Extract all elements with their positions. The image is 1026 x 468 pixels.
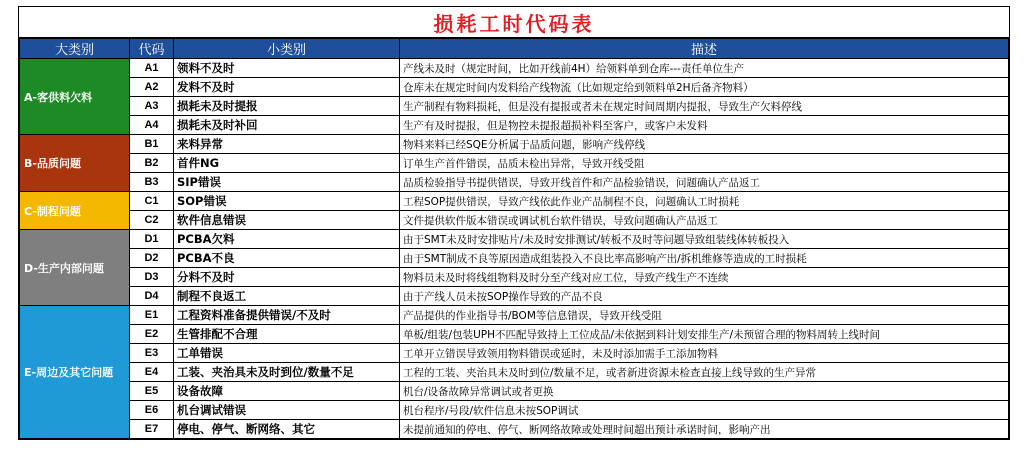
subcategory-cell: 工装、夹治具未及时到位/数量不足 <box>174 363 400 382</box>
category-cell: D-生产内部问题 <box>20 230 130 306</box>
description-cell: 由于产线人员未按SOP操作导致的产品不良 <box>400 287 1009 306</box>
code-cell: E1 <box>130 306 174 325</box>
code-cell: C2 <box>130 211 174 230</box>
header-code: 代码 <box>130 39 174 59</box>
description-cell: 品质检验指导书提供错误，导致开线首件和产品检验错误，问题确认产品返工 <box>400 173 1009 192</box>
code-cell: A2 <box>130 78 174 97</box>
description-cell: 文件提供软件版本错误或调试机台软件错误，导致问题确认产品返工 <box>400 211 1009 230</box>
subcategory-cell: 制程不良返工 <box>174 287 400 306</box>
description-cell: 物料员未及时将线组物料及时分至产线对应工位，导致产线生产不连续 <box>400 268 1009 287</box>
code-cell: B1 <box>130 135 174 154</box>
description-cell: 订单生产首件错误，品质未检出异常，导致开线受阻 <box>400 154 1009 173</box>
table-row <box>20 97 1009 116</box>
table-body <box>20 59 1009 439</box>
subcategory-cell: 软件信息错误 <box>174 211 400 230</box>
description-cell: 产品提供的作业指导书/BOM等信息错误，导致开线受阻 <box>400 306 1009 325</box>
header-row <box>20 39 1009 59</box>
subcategory-cell: SIP错误 <box>174 173 400 192</box>
loss-code-sheet <box>18 6 1010 440</box>
code-cell: E6 <box>130 401 174 420</box>
header-subcategory: 小类别 <box>174 39 400 59</box>
description-cell: 生产有及时提报，但是物控未提报超损补料至客户，或客户未发料 <box>400 116 1009 135</box>
table-row <box>20 382 1009 401</box>
code-cell: E4 <box>130 363 174 382</box>
table-row <box>20 420 1009 439</box>
category-cell: C-制程问题 <box>20 192 130 230</box>
subcategory-cell: 损耗未及时补回 <box>174 116 400 135</box>
subcategory-cell: 领料不及时 <box>174 59 400 78</box>
code-cell: E3 <box>130 344 174 363</box>
category-cell: A-客供料欠料 <box>20 59 130 135</box>
subcategory-cell: PCBA欠料 <box>174 230 400 249</box>
description-cell: 工程的工装、夹治具未及时到位/数量不足，或者新进资源未检查直接上线导致的生产异常 <box>400 363 1009 382</box>
code-cell: D1 <box>130 230 174 249</box>
code-cell: E5 <box>130 382 174 401</box>
code-cell: D2 <box>130 249 174 268</box>
description-cell: 仓库未在规定时间内发料给产线物流（比如规定给到领料单2H后备齐物料） <box>400 78 1009 97</box>
table-row <box>20 363 1009 382</box>
description-cell: 由于SMT未及时安排贴片/未及时安排测试/转板不及时等问题导致组装线体转板投入 <box>400 230 1009 249</box>
code-cell: B3 <box>130 173 174 192</box>
title-row <box>19 7 1009 38</box>
description-cell: 物料来料已经SQE分析属于品质问题，影响产线停线 <box>400 135 1009 154</box>
code-table <box>19 38 1009 439</box>
code-cell: E7 <box>130 420 174 439</box>
code-cell: A4 <box>130 116 174 135</box>
description-cell: 单板/组装/包装UPH不匹配导致持上工位成品/未依据到料计划安排生产/未预留合理的物料周转上线时间 <box>400 325 1009 344</box>
table-row <box>20 135 1009 154</box>
category-cell: E-周边及其它问题 <box>20 306 130 439</box>
table-row <box>20 325 1009 344</box>
table-row <box>20 230 1009 249</box>
code-cell: D3 <box>130 268 174 287</box>
table-row <box>20 192 1009 211</box>
description-cell: 机台程序/号段/软件信息未按SOP调试 <box>400 401 1009 420</box>
code-cell: B2 <box>130 154 174 173</box>
table-row <box>20 287 1009 306</box>
subcategory-cell: 损耗未及时提报 <box>174 97 400 116</box>
table-row <box>20 173 1009 192</box>
subcategory-cell: PCBA不良 <box>174 249 400 268</box>
subcategory-cell: 发料不及时 <box>174 78 400 97</box>
description-cell: 机台/设备故障异常调试或者更换 <box>400 382 1009 401</box>
subcategory-cell: 设备故障 <box>174 382 400 401</box>
table-row <box>20 211 1009 230</box>
subcategory-cell: 分料不及时 <box>174 268 400 287</box>
description-cell: 生产制程有物料损耗，但是没有提报或者未在规定时间周期内提报，导致生产欠料停线 <box>400 97 1009 116</box>
category-cell: B-品质问题 <box>20 135 130 192</box>
table-row <box>20 116 1009 135</box>
table-row <box>20 78 1009 97</box>
sheet-title: 损耗工时代码表 <box>433 11 595 36</box>
description-cell: 工程SOP提供错误，导致产线依此作业产品制程不良，问题确认工时损耗 <box>400 192 1009 211</box>
code-cell: A1 <box>130 59 174 78</box>
table-row <box>20 344 1009 363</box>
subcategory-cell: 机台调试错误 <box>174 401 400 420</box>
table-row <box>20 306 1009 325</box>
description-cell: 未提前通知的停电、停气、断网络故障或处理时间超出预计承诺时间，影响产出 <box>400 420 1009 439</box>
table-row <box>20 401 1009 420</box>
code-cell: D4 <box>130 287 174 306</box>
description-cell: 产线未及时（规定时间，比如开线前4H）给领料单到仓库---责任单位生产 <box>400 59 1009 78</box>
table-row <box>20 154 1009 173</box>
code-cell: C1 <box>130 192 174 211</box>
subcategory-cell: 生管排配不合理 <box>174 325 400 344</box>
code-cell: A3 <box>130 97 174 116</box>
subcategory-cell: 工单错误 <box>174 344 400 363</box>
subcategory-cell: 停电、停气、断网络、其它 <box>174 420 400 439</box>
table-row <box>20 59 1009 78</box>
description-cell: 工单开立错误导致领用物料错误或延时，未及时添加需手工添加物料 <box>400 344 1009 363</box>
code-cell: E2 <box>130 325 174 344</box>
description-cell: 由于SMT制成不良等原因造成组装投入不良比率高影响产出/拆机维修等造成的工时损耗 <box>400 249 1009 268</box>
table-row <box>20 249 1009 268</box>
header-description: 描述 <box>400 39 1009 59</box>
subcategory-cell: 工程资料准备提供错误/不及时 <box>174 306 400 325</box>
subcategory-cell: 来料异常 <box>174 135 400 154</box>
header-category: 大类别 <box>20 39 130 59</box>
subcategory-cell: 首件NG <box>174 154 400 173</box>
subcategory-cell: SOP错误 <box>174 192 400 211</box>
table-row <box>20 268 1009 287</box>
